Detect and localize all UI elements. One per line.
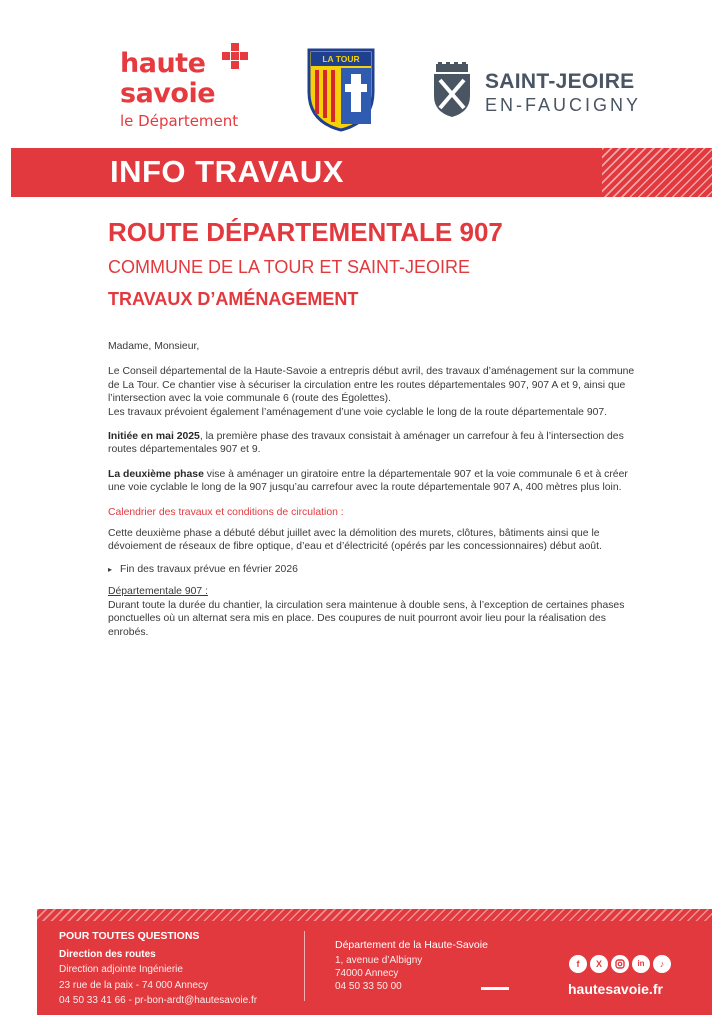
footer-department-phone[interactable]: 04 50 33 50 00 bbox=[335, 981, 402, 992]
paragraph-calendar: Cette deuxième phase a débuté début juillet avec la démolition des murets, clôtures, bâtiments ainsi que le dévoiement de réseaux de fibre optique, d’eau et d’électricité (opérés par les concessionnaires) début août. bbox=[108, 528, 602, 553]
footer-phone-email[interactable]: 04 50 33 41 66 - pr-bon-ardt@hautesavoie.fr bbox=[59, 995, 258, 1006]
calendar-heading: Calendrier des travaux et conditions de circulation : bbox=[108, 506, 344, 518]
saint-jeoire-logo bbox=[430, 62, 650, 118]
footer-divider bbox=[304, 931, 305, 1001]
footer-contact-heading: POUR TOUTES QUESTIONS bbox=[59, 930, 200, 942]
paragraph-intro: Le Conseil départemental de la Haute-Savoie a entrepris début avril, des travaux d’aménagement sur la commune de La Tour. Ce chantier vise à sécuriser la circulation entre les routes départementales 907, 907 A et 9, ainsi que l’intersection avec la voie communale 6 (route des Égolettes). bbox=[108, 366, 635, 405]
banner-title: INFO TRAVAUX bbox=[110, 154, 344, 189]
rd907-subheading: Départementale 907 : bbox=[108, 586, 208, 598]
end-date-text: Fin des travaux prévue en février 2026 bbox=[120, 563, 298, 575]
info-travaux-banner bbox=[11, 148, 712, 197]
phase-two-text: vise à aménager un giratoire entre la départementale 907 et la voie communale 6 et à créer une voie cyclable le long de la 907 jusqu’au carrefour avec la route départementale 907 A, 400 mètres plus loin. bbox=[108, 468, 628, 494]
document-subtitle: COMMUNE DE LA TOUR ET SAINT-JEOIRE bbox=[108, 257, 471, 277]
phase-one-lead: Initiée en mai 2025 bbox=[108, 431, 200, 443]
savoie-cross-icon bbox=[222, 43, 248, 69]
paragraph-intro-cycle: Les travaux prévoient également l’aménagement d’une voie cyclable le long de la route départementale 907. bbox=[108, 406, 608, 418]
facebook-icon[interactable]: f bbox=[569, 955, 587, 973]
paragraph-traffic: Durant toute la durée du chantier, la circulation sera maintenue à double sens, à l’exception de certaines phases ponctuelles où un alternat sera mis en place. Des coupures de nuit pourront avoir lieu pour la réalisation des enrobés. bbox=[108, 599, 625, 638]
x-icon[interactable]: X bbox=[590, 955, 608, 973]
phase-two-lead: La deuxième phase bbox=[108, 468, 204, 480]
saint-jeoire-title: SAINT-JEOIRE bbox=[485, 70, 635, 93]
paragraph-phase-one bbox=[108, 430, 638, 457]
haute-savoie-logo bbox=[120, 40, 260, 135]
footer-address: 23 rue de la paix - 74 000 Annecy bbox=[59, 979, 208, 991]
logo-line-departement: le Département bbox=[120, 112, 239, 130]
document-body bbox=[108, 340, 638, 639]
footer-department-heading: Département de la Haute-Savoie bbox=[335, 939, 488, 951]
footer-dash bbox=[481, 987, 509, 990]
footer-hatch-pattern bbox=[37, 909, 712, 921]
saint-jeoire-crest-icon bbox=[430, 62, 474, 118]
paragraph-phase-two bbox=[108, 468, 638, 495]
phase-one-text: , la première phase des travaux consistait à aménager un carrefour à feu à l’intersection des routes départementales 907 et 9. bbox=[108, 431, 624, 456]
la-tour-crest bbox=[307, 48, 375, 132]
la-tour-label: LA TOUR bbox=[322, 54, 360, 64]
logo-line-haute: haute bbox=[120, 48, 206, 79]
triangle-bullet-icon: ▸ bbox=[108, 564, 113, 574]
tiktok-icon[interactable]: ♪ bbox=[653, 955, 671, 973]
footer-department-street: 1, avenue d’Albigny bbox=[335, 955, 423, 966]
instagram-icon[interactable] bbox=[611, 955, 629, 973]
document-title: ROUTE DÉPARTEMENTALE 907 bbox=[108, 217, 503, 247]
footer bbox=[37, 909, 712, 1015]
footer-contact bbox=[59, 929, 257, 1009]
greeting: Madame, Monsieur, bbox=[108, 341, 200, 352]
footer-department bbox=[335, 939, 488, 993]
document-section-title: TRAVAUX D’AMÉNAGEMENT bbox=[108, 289, 359, 309]
end-date-bullet bbox=[108, 563, 638, 576]
footer-direction-adjointe: Direction adjointe Ingénierie bbox=[59, 964, 183, 975]
banner-hatch-pattern bbox=[602, 148, 712, 197]
saint-jeoire-subtitle: EN-FAUCIGNY bbox=[485, 95, 642, 115]
linkedin-icon[interactable]: in bbox=[632, 955, 650, 973]
footer-direction: Direction des routes bbox=[59, 948, 156, 960]
footer-website[interactable]: hautesavoie.fr bbox=[568, 981, 663, 997]
footer-department-city: 74000 Annecy bbox=[335, 968, 399, 979]
logo-line-savoie: savoie bbox=[120, 78, 216, 109]
